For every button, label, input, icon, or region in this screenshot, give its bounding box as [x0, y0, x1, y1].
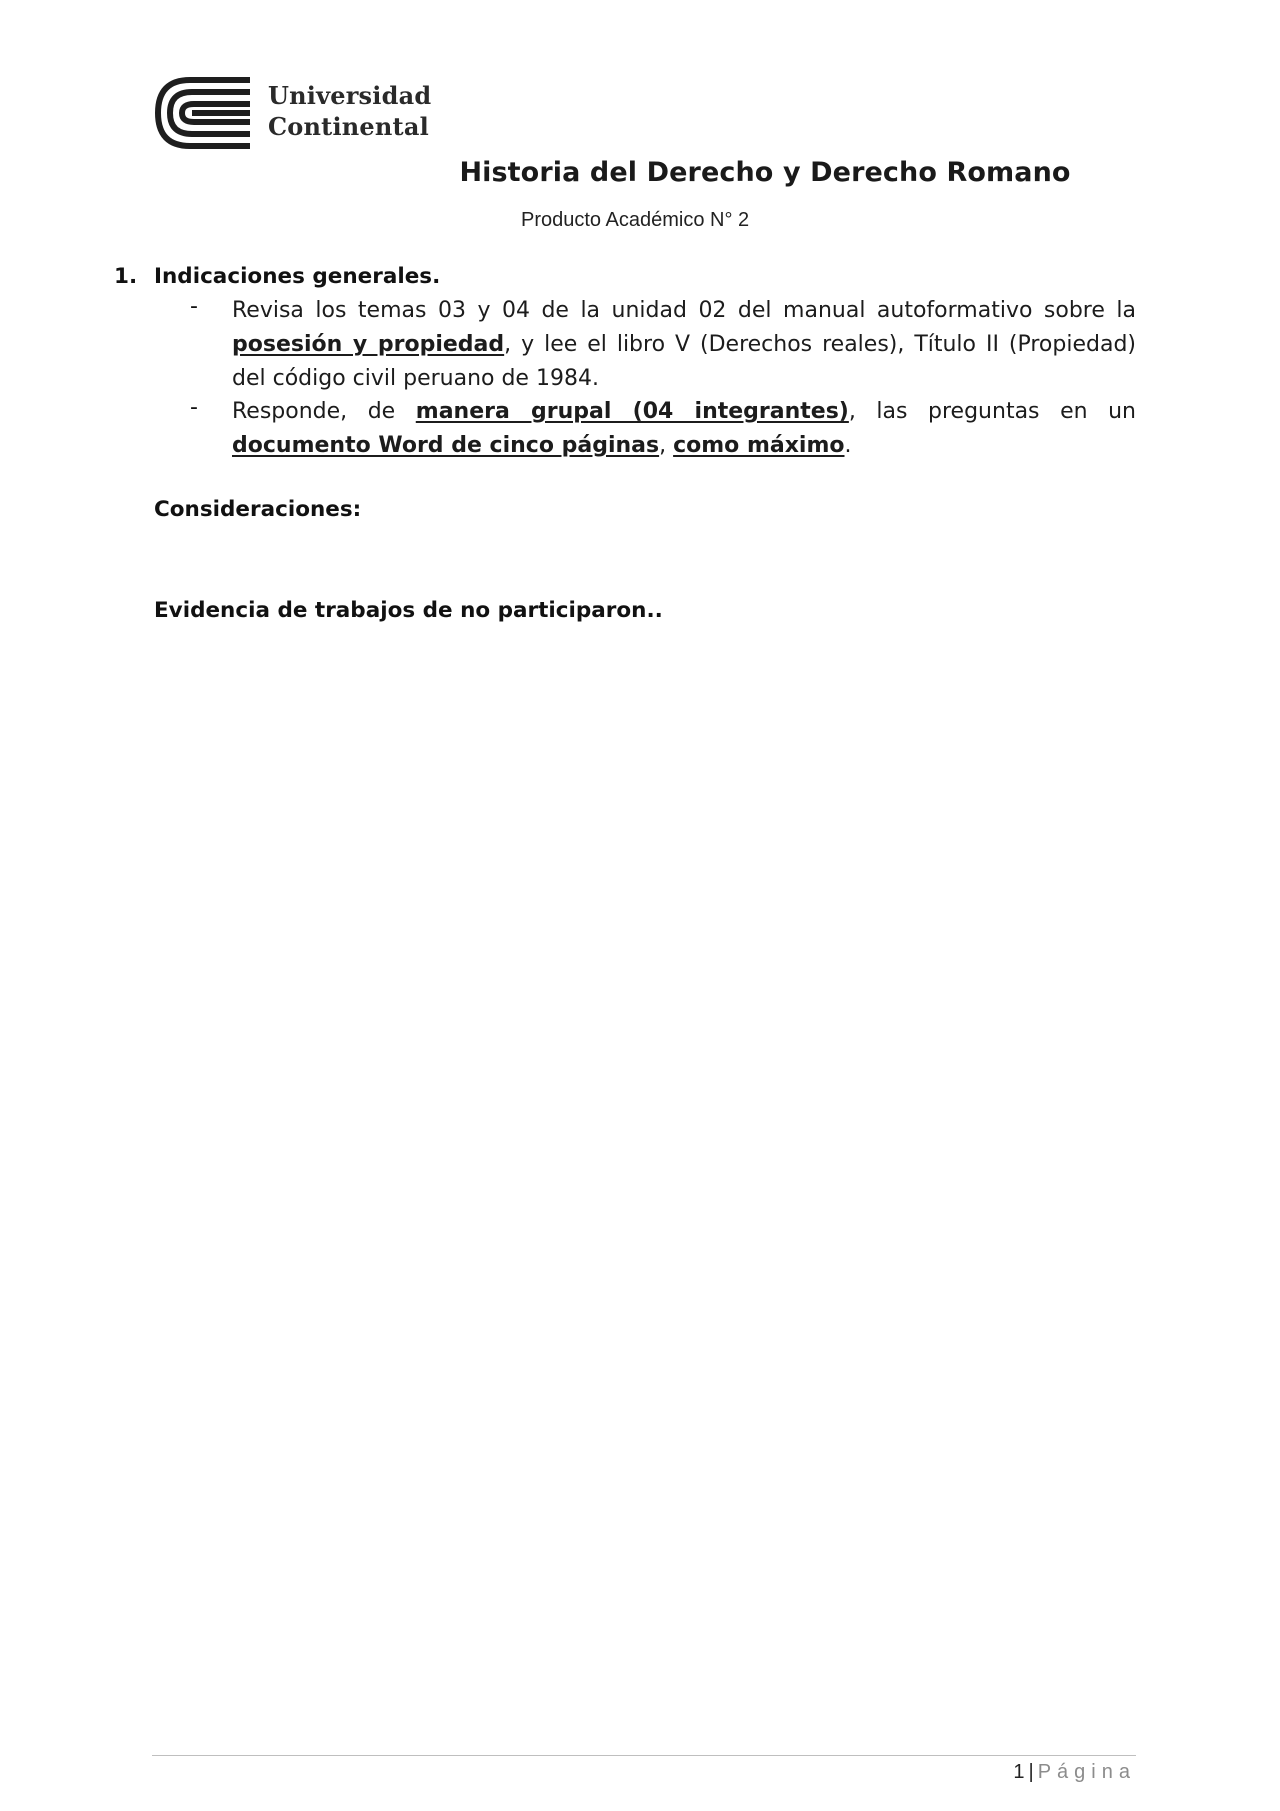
section-number: 1. [114, 264, 138, 289]
instruction-paragraph-2 [232, 395, 1136, 463]
logo-line-1: Universidad [268, 81, 432, 110]
logo-mark-icon [154, 76, 254, 150]
bullet-marker: - [190, 294, 198, 319]
emphasis-documento: documento Word de cinco páginas [232, 433, 660, 458]
university-logo [154, 76, 432, 150]
text-run: Responde, de [232, 399, 416, 424]
logo-line-2: Continental [268, 112, 429, 141]
emphasis-posesion: posesión y propiedad [232, 332, 505, 357]
document-subtitle: Producto Académico N° 2 [521, 209, 750, 231]
text-run: Revisa los temas 03 y 04 de la unidad 02 del manual autoformativo sobre la [232, 298, 1136, 323]
page-word: Página [1037, 1761, 1136, 1783]
evidence-label: Evidencia de trabajos de no participaron.. [154, 598, 663, 623]
instruction-paragraph-1 [232, 294, 1136, 396]
considerations-label: Consideraciones: [154, 497, 362, 522]
page-number: 1 [1013, 1761, 1025, 1783]
section-heading: Indicaciones generales. [154, 264, 441, 289]
text-run: , las preguntas en un [848, 399, 1136, 424]
footer-separator: | [1028, 1761, 1034, 1783]
logo-wordmark [268, 80, 431, 142]
page-footer [1013, 1761, 1136, 1784]
document-title: Historia del Derecho y Derecho Romano [459, 157, 1071, 188]
footer-divider [152, 1755, 1136, 1756]
text-run: , y lee el libro V (Derechos reales), Título II (Propiedad) del código civil peruano de 1984. [232, 332, 1136, 391]
text-run: . [844, 433, 852, 458]
bullet-marker: - [190, 395, 198, 420]
emphasis-grupal: manera grupal (04 integrantes) [415, 399, 849, 424]
text-run: , [659, 433, 674, 458]
emphasis-maximo: como máximo [673, 433, 845, 458]
